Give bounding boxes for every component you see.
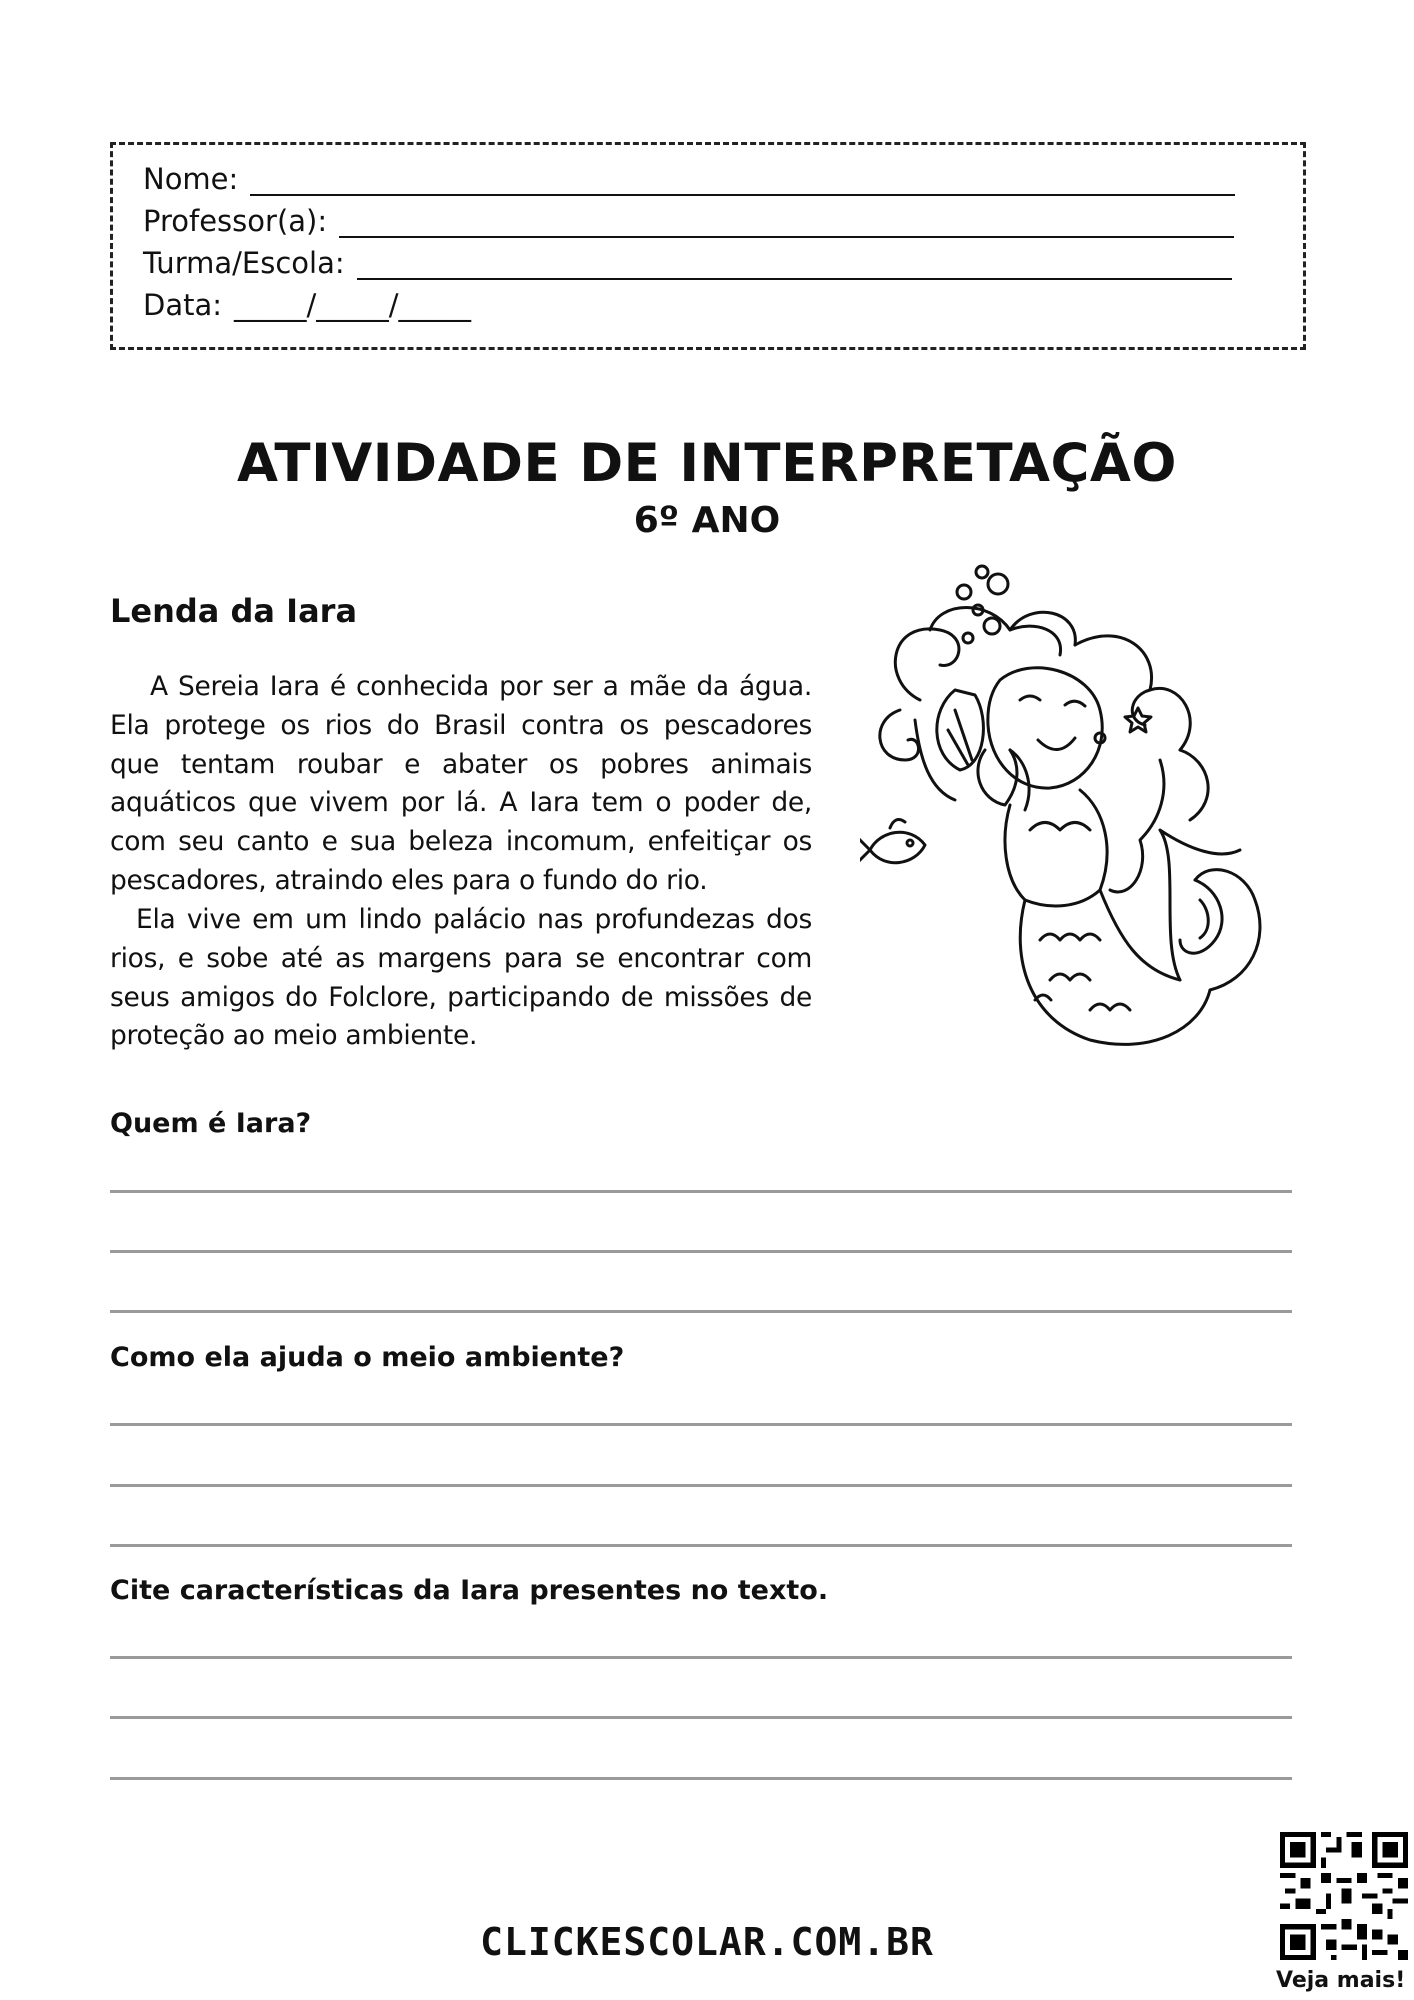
story-paragraph-2: Ela vive em um lindo palácio nas profundezas dos rios, e sobe até as margens para se encontrar com seus amigos do Folclore, participando de missões de proteção ao meio ambiente. [110, 904, 812, 1052]
class-field[interactable] [143, 246, 1232, 280]
question-1: Quem é Iara? [110, 1108, 312, 1139]
question-3: Cite características da Iara presentes no texto. [110, 1575, 829, 1606]
qr-caption: Veja mais! [1276, 1968, 1406, 1993]
mermaid-illustration-icon [860, 560, 1290, 1090]
name-label: Nome: [143, 162, 239, 196]
answer-line[interactable] [110, 1423, 1292, 1426]
teacher-line[interactable] [339, 206, 1234, 238]
name-field[interactable] [143, 162, 1235, 196]
qr-code-icon[interactable] [1280, 1832, 1408, 1960]
date-field[interactable] [143, 288, 471, 322]
teacher-field[interactable] [143, 204, 1234, 238]
page-subtitle: 6º ANO [633, 500, 781, 541]
story-paragraph-1: A Sereia Iara é conhecida por ser a mãe da água. Ela protege os rios do Brasil contra os pescadores que tentam roubar e abater os pobres animais aquáticos que vivem por lá. A Iara tem o poder de, com seu canto e sua beleza incomum, enfeitiçar os pescadores, atraindo eles para o fundo do rio. [110, 671, 812, 896]
answer-line[interactable] [110, 1310, 1292, 1313]
answer-line[interactable] [110, 1544, 1292, 1547]
answer-line[interactable] [110, 1656, 1292, 1659]
date-label: Data: [143, 288, 223, 322]
student-info-box [110, 142, 1306, 350]
class-label: Turma/Escola: [143, 246, 345, 280]
date-blank: _____/_____/_____ [234, 288, 472, 322]
class-line[interactable] [357, 248, 1232, 280]
answer-line[interactable] [110, 1190, 1292, 1193]
answer-line[interactable] [110, 1250, 1292, 1253]
teacher-label: Professor(a): [143, 204, 328, 238]
story-title: Lenda da Iara [110, 592, 358, 630]
name-line[interactable] [250, 164, 1235, 196]
question-2: Como ela ajuda o meio ambiente? [110, 1342, 625, 1373]
answer-line[interactable] [110, 1484, 1292, 1487]
page-title: ATIVIDADE DE INTERPRETAÇÃO [237, 433, 1177, 494]
answer-line[interactable] [110, 1777, 1292, 1780]
answer-line[interactable] [110, 1716, 1292, 1719]
footer-site-link[interactable]: CLICKESCOLAR.COM.BR [480, 1920, 934, 1964]
